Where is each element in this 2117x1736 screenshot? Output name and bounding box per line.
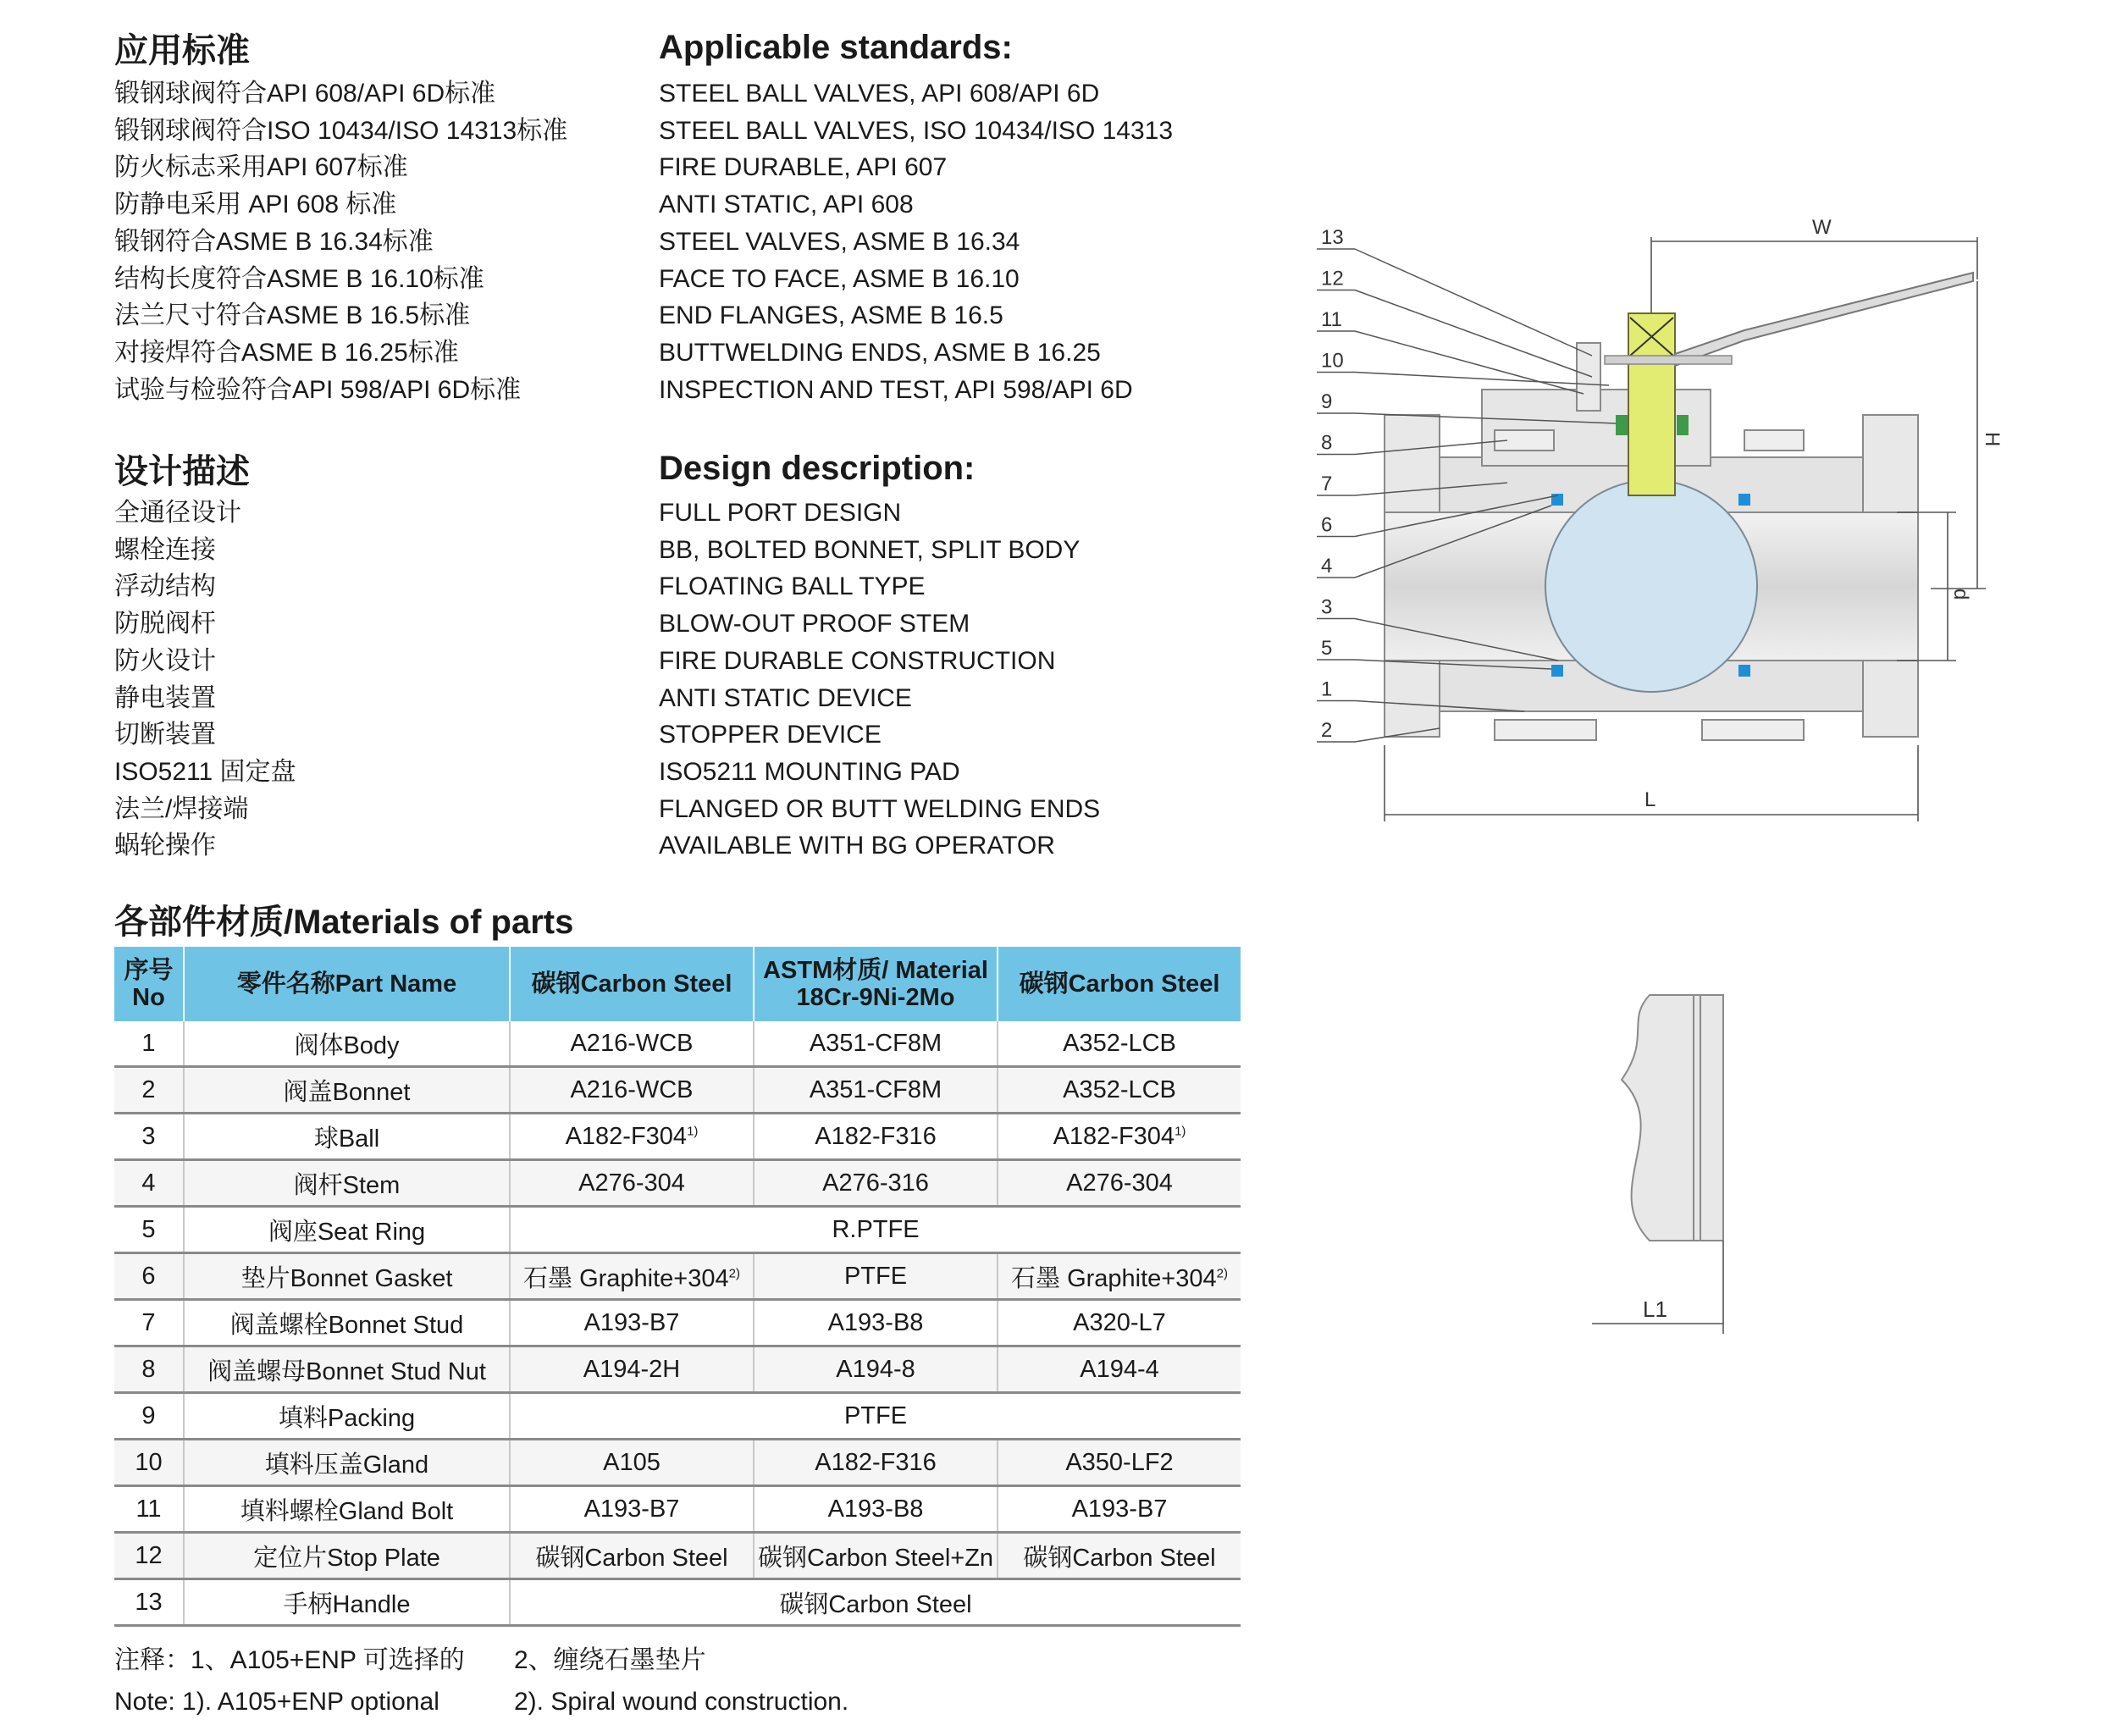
material-low-temp-carbon-cell: A194-4 [998,1346,1241,1393]
material-stainless-cell: A194-8 [754,1346,998,1393]
part-name-cell: 手柄Handle [184,1579,510,1626]
handle [1675,273,1973,366]
design-en-item-7: STOPPER DEVICE [659,721,882,749]
design-en-item-1: FULL PORT DESIGN [659,499,902,527]
material-stainless-cell: A351-CF8M [754,1067,998,1114]
design-en-item-4: BLOW-OUT PROOF STEM [659,610,970,639]
callout-13: 13 [1321,226,1344,249]
design-cn-item-5: 防火设计 [114,646,216,675]
callout-leader-extension [1355,331,1584,394]
part-number-cell: 3 [114,1114,184,1160]
materials-row [114,1393,1241,1440]
material-spanning-cell: 碳钢Carbon Steel [510,1579,1241,1626]
part-number-cell: 2 [114,1067,184,1114]
bonnet-stud-top-right [1744,430,1804,451]
design-cn-item-7: 切断装置 [114,721,216,749]
part-name-cell: 定位片Stop Plate [184,1533,510,1579]
material-low-temp-carbon-cell: 碳钢Carbon Steel [998,1533,1241,1579]
footnote-marker: 1) [1175,1123,1186,1138]
design-en-item-2: BB, BOLTED BONNET, SPLIT BODY [659,535,1081,564]
material-carbon-steel-cell: 石墨 $Graphite+304^{2)}$ [510,1253,754,1300]
dim-d-label: d [1949,589,1972,600]
part-number-cell: 10 [114,1440,184,1486]
design-cn-title: 设计描述 [114,453,250,490]
header-carbon-steel-1: 碳钢Carbon Steel [510,947,754,1021]
callout-1: 1 [1321,677,1333,701]
material-stainless-cell: A351-CF8M [754,1021,998,1067]
note-en-2: 2). Spiral wound construction. [514,1688,849,1716]
footnote-marker: 1) [687,1123,699,1138]
design-cn-item-10: 蜗轮操作 [114,832,216,860]
callout-4: 4 [1321,555,1333,578]
material-stainless-cell: A182-F316 [754,1440,998,1486]
design-cn-item-9: 法兰/焊接端 [114,794,249,823]
material-low-temp-carbon-cell: A352-LCB [998,1021,1241,1067]
header-no: 序号 No [114,947,184,1021]
valve-cross-section-drawing [1304,203,2004,847]
materials-row [114,1346,1241,1393]
packing-right [1677,415,1689,435]
standard-en-item-9: INSPECTION AND TEST, API 598/API 6D [659,375,1133,404]
material-low-temp-carbon-cell: A276-304 [998,1160,1241,1207]
seat-ring-bottom-left [1551,665,1563,677]
part-number-cell: 5 [114,1207,184,1253]
dim-w-label: W [1812,216,1832,239]
standard-cn-item-5: 锻钢符合ASME B 16.34标准 [114,227,434,256]
design-cn-item-8: ISO5211 固定盘 [114,757,296,786]
callout-3: 3 [1321,595,1333,619]
dim-l1-label: L1 [1643,1296,1667,1322]
standard-cn-item-9: 试验与检验符合API 598/API 6D标准 [114,375,522,404]
material-low-temp-carbon-cell: A320-L7 [998,1300,1241,1346]
materials-row [114,1440,1241,1486]
dim-h-label: H [1981,432,2004,447]
part-number-cell: 13 [114,1579,184,1626]
design-cn-item-1: 全通径设计 [114,499,241,527]
standard-en-item-2: STEEL BALL VALVES, ISO 10434/ISO 14313 [659,116,1174,145]
standard-cn-item-6: 结构长度符合ASME B 16.10标准 [114,264,484,293]
material-low-temp-carbon-cell: A182-F304$^{1)}$ [998,1114,1241,1160]
callout-9: 9 [1321,390,1333,413]
material-low-temp-carbon-cell: A193-B7 [998,1486,1241,1533]
materials-row [114,1486,1241,1533]
part-name-cell: 填料螺栓Gland Bolt [184,1486,510,1533]
part-name-cell: 填料Packing [184,1393,510,1440]
standard-cn-item-1: 锻钢球阀符合API 608/API 6D标准 [114,80,496,108]
materials-row [114,1160,1241,1207]
callout-11: 11 [1321,308,1342,331]
standards-cn-list [114,75,567,408]
design-en-item-6: ANTI STATIC DEVICE [659,683,912,712]
materials-title: 各部件材质/Materials of parts [114,904,574,941]
standards-cn-title: 应用标准 [114,32,250,69]
part-number-cell: 7 [114,1300,184,1346]
material-carbon-steel-cell: A194-2H [510,1346,754,1393]
standard-en-item-8: BUTTWELDING ENDS, ASME B 16.25 [659,338,1101,367]
standard-cn-item-2: 锻钢球阀符合ISO 10434/ISO 14313标准 [114,116,568,145]
callout-8: 8 [1321,431,1333,455]
materials-row [114,1067,1241,1114]
material-stainless-cell: A276-316 [754,1160,998,1207]
materials-row [114,1253,1241,1300]
design-en-item-3: FLOATING BALL TYPE [659,572,926,601]
materials-row [114,1207,1241,1253]
material-low-temp-carbon-cell: A350-LF2 [998,1440,1241,1486]
design-en-list [659,495,1100,865]
callout-leader-extension [1355,373,1609,386]
header-astm-material: ASTM材质/ Material 18Cr-9Ni-2Mo [754,947,998,1021]
materials-row [114,1300,1241,1346]
callout-6: 6 [1321,513,1333,537]
valve-stem [1628,313,1675,495]
packing [1616,415,1628,435]
part-number-cell: 4 [114,1160,184,1207]
material-low-temp-carbon-cell: 石墨 $Graphite+304^{2)}$ [998,1253,1241,1300]
standard-en-item-1: STEEL BALL VALVES, API 608/API 6D [659,80,1100,108]
design-cn-item-4: 防脱阀杆 [114,610,216,639]
standard-en-item-5: STEEL VALVES, ASME B 16.34 [659,227,1020,256]
gland-bolt [1577,343,1600,411]
seat-ring-top-right [1738,494,1750,506]
part-number-cell: 1 [114,1021,184,1067]
material-stainless-cell: 碳钢Carbon Steel+Zn [754,1533,998,1579]
callout-5: 5 [1321,637,1333,660]
material-stainless-cell: A193-B8 [754,1300,998,1346]
material-spanning-cell: R.PTFE [510,1207,1241,1253]
material-carbon-steel-cell: 碳钢Carbon Steel [510,1533,754,1579]
bonnet-stud-bottom-right [1702,720,1804,740]
part-number-cell: 8 [114,1346,184,1393]
standard-en-item-7: END FLANGES, ASME B 16.5 [659,301,1003,330]
part-number-cell: 9 [114,1393,184,1440]
standard-en-item-6: FACE TO FACE, ASME B 16.10 [659,264,1020,293]
materials-table [114,947,1241,1627]
part-name-cell: 阀体Body [184,1021,510,1067]
design-cn-item-2: 螺栓连接 [114,535,216,564]
standard-cn-item-7: 法兰尺寸符合ASME B 16.5标准 [114,301,471,330]
material-carbon-steel-cell: A216-WCB [510,1021,754,1067]
callout-leader-extension [1355,249,1592,356]
material-carbon-steel-cell: A276-304 [510,1160,754,1207]
seat-ring-bottom-right [1738,665,1750,677]
design-en-item-8: ISO5211 MOUNTING PAD [659,757,960,786]
callout-2: 2 [1321,719,1333,742]
design-cn-item-3: 浮动结构 [114,572,216,601]
callout-10: 10 [1321,349,1344,373]
material-stainless-cell: A182-F316 [754,1114,998,1160]
part-name-cell: 阀盖Bonnet [184,1067,510,1114]
design-en-item-9: FLANGED OR BUTT WELDING ENDS [659,794,1101,823]
standard-cn-item-8: 对接焊符合ASME B 16.25标准 [114,338,459,367]
materials-row [114,1021,1241,1067]
material-carbon-steel-cell: A182-F304$^{1)}$ [510,1114,754,1160]
callout-12: 12 [1321,267,1344,290]
part-number-cell: 12 [114,1533,184,1579]
material-carbon-steel-cell: A193-B7 [510,1300,754,1346]
standard-cn-item-4: 防静电采用 API 608 标准 [114,191,397,219]
part-name-cell: 球Ball [184,1114,510,1160]
part-name-cell: 填料压盖Gland [184,1440,510,1486]
standard-en-item-3: FIRE DURABLE, API 607 [659,153,948,182]
note-cn-1: 注释：1、A105+ENP 可选择的 [114,1646,465,1674]
dim-l-label: L [1644,788,1656,811]
standard-en-item-4: ANTI STATIC, API 608 [659,191,914,219]
standards-en-title: Applicable standards: [659,29,1013,66]
part-name-cell: 垫片Bonnet Gasket [184,1253,510,1300]
standard-cn-item-3: 防火标志采用API 607标准 [114,153,408,182]
header-carbon-steel-2: 碳钢Carbon Steel [998,947,1241,1021]
design-en-item-5: FIRE DURABLE CONSTRUCTION [659,646,1056,675]
material-stainless-cell: PTFE [754,1253,998,1300]
materials-row [114,1533,1241,1579]
material-carbon-steel-cell: A193-B7 [510,1486,754,1533]
butt-weld-end-detail [1584,987,1736,1351]
bonnet-stud-bottom-left [1495,720,1596,740]
design-cn-item-6: 静电装置 [114,683,216,712]
material-carbon-steel-cell: A105 [510,1440,754,1486]
callout-7: 7 [1321,473,1333,495]
part-name-cell: 阀盖螺母Bonnet Stud Nut [184,1346,510,1393]
design-cn-list [114,495,296,865]
material-carbon-steel-cell: A216-WCB [510,1067,754,1114]
design-en-item-10: AVAILABLE WITH BG OPERATOR [659,832,1055,860]
part-name-cell: 阀盖螺栓Bonnet Stud [184,1300,510,1346]
note-en-1: Note: 1). A105+ENP optional [114,1688,439,1716]
header-part-name: 零件名称Part Name [184,947,510,1021]
material-spanning-cell: PTFE [510,1393,1241,1440]
material-stainless-cell: A193-B8 [754,1486,998,1533]
materials-header-row [114,947,1241,1021]
footnote-marker: 2) [728,1265,740,1280]
design-en-title: Design description: [659,450,976,487]
part-number-cell: 6 [114,1253,184,1300]
part-number-cell: 11 [114,1486,184,1533]
part-name-cell: 阀杆Stem [184,1160,510,1207]
note-cn-2: 2、缠绕石墨垫片 [514,1646,706,1674]
part-name-cell: 阀座Seat Ring [184,1207,510,1253]
stop-plate [1605,356,1732,364]
materials-row [114,1114,1241,1160]
materials-row [114,1579,1241,1626]
standards-en-list [659,75,1173,408]
footnote-marker: 2) [1216,1265,1228,1280]
material-low-temp-carbon-cell: A352-LCB [998,1067,1241,1114]
valve-ball [1545,480,1757,692]
